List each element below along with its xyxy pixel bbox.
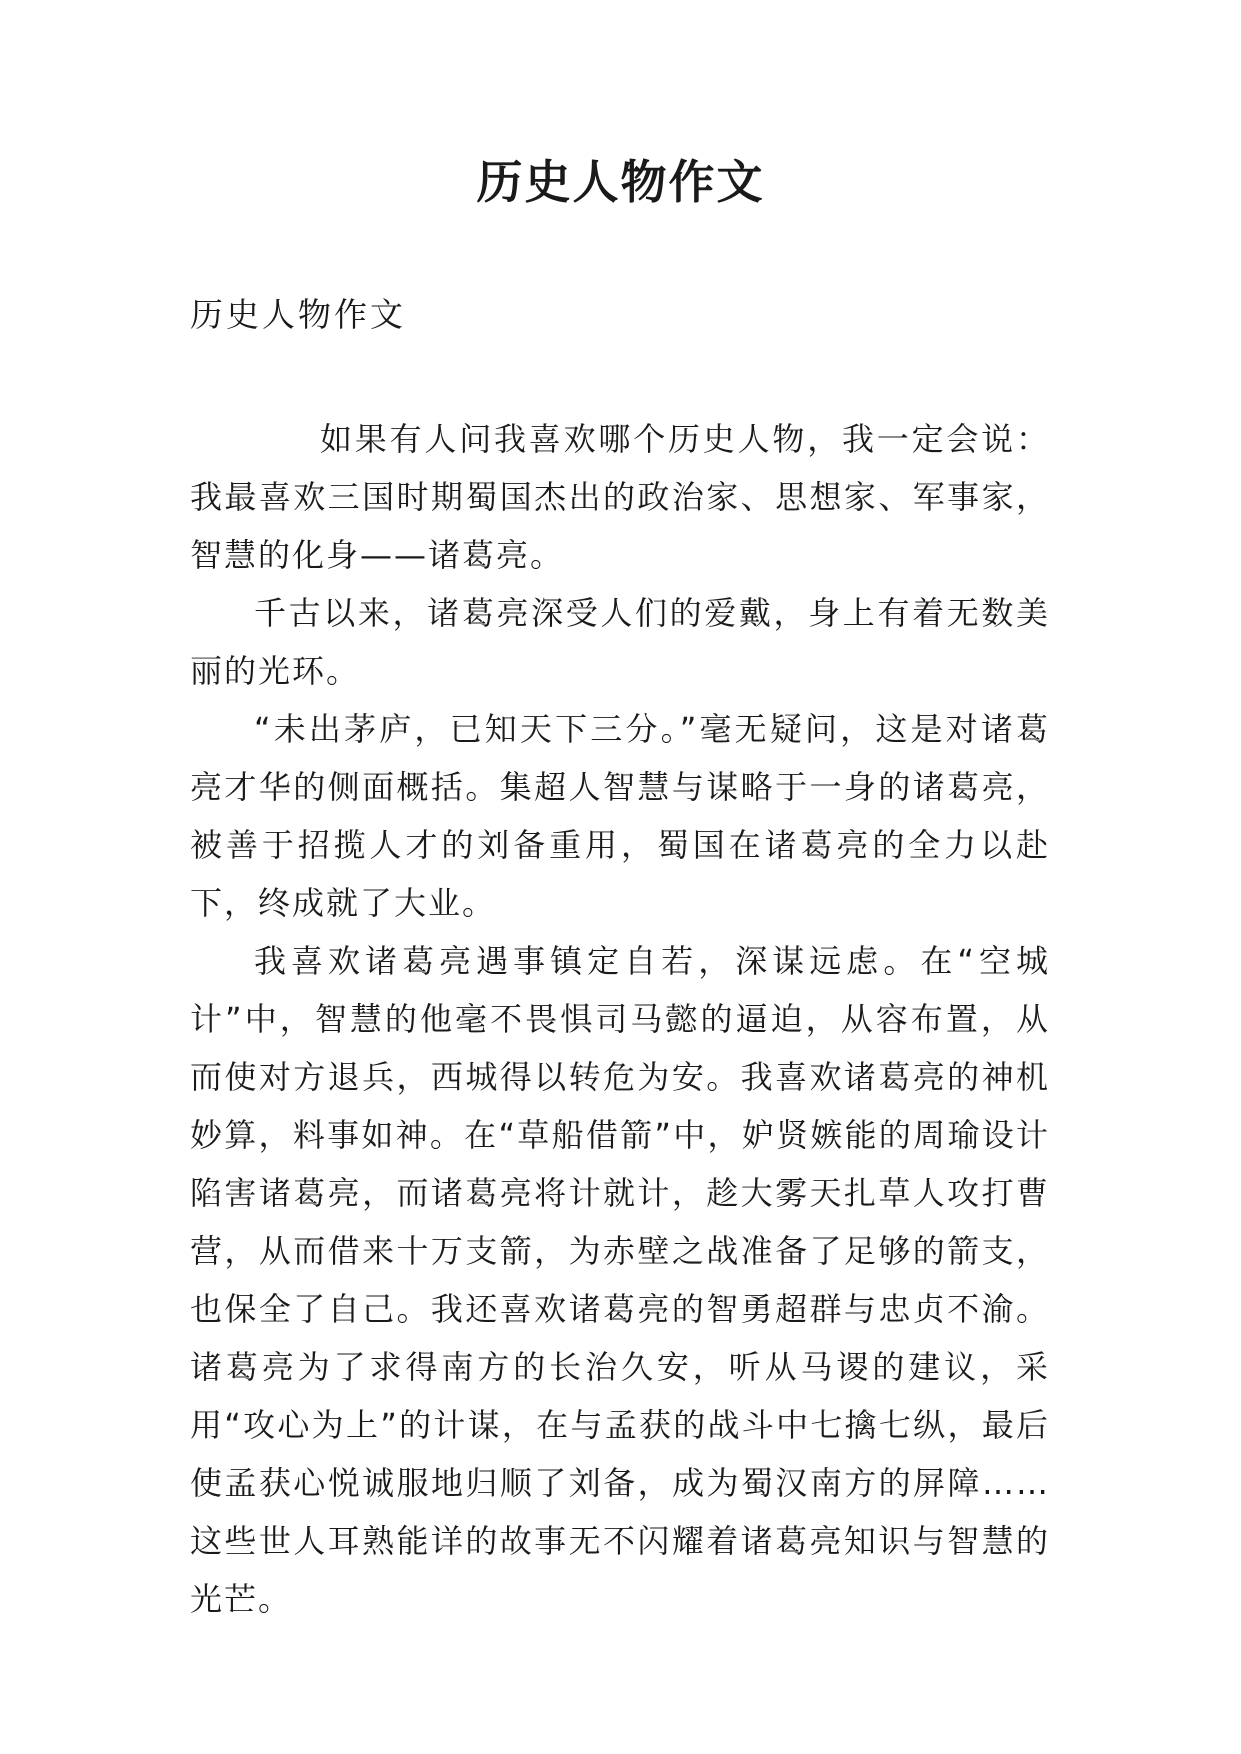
document-title: 历史人物作文 — [476, 155, 765, 209]
paragraph: 千古以来，诸葛亮深受人们的爱戴，身上有着无数美丽的光环。 — [190, 594, 1050, 690]
paragraph: 如果有人问我喜欢哪个历史人物，我一定会说：我最喜欢三国时期蜀国杰出的政治家、思想家、军事家，智慧的化身——诸葛亮。 — [190, 420, 1050, 574]
paragraph: “未出茅庐，已知天下三分。”毫无疑问，这是对诸葛亮才华的侧面概括。集超人智慧与谋略于一身的诸葛亮，被善于招揽人才的刘备重用，蜀国在诸葛亮的全力以赴下，终成就了大业。 — [190, 710, 1050, 922]
paragraph: 我喜欢诸葛亮遇事镇定自若，深谋远虑。在“空城计”中，智慧的他毫不畏惧司马懿的逼迫，从容布置，从而使对方退兵，西城得以转危为安。我喜欢诸葛亮的神机妙算，料事如神。在“草船借箭”中，妒贤嫉能的周瑜设计陷害诸葛亮，而诸葛亮将计就计，趁大雾天扎草人攻打曹营，从而借来十万支箭，为赤壁之战准备了足够的箭支，也保全了自己。我还喜欢诸葛亮的智勇超群与忠贞不渝。诸葛亮为了求得南方的长治久安，听从马谡的建议，采用“攻心为上”的计谋，在与孟获的战斗中七擒七纵，最后使孟获心悦诚服地归顺了刘备，成为蜀汉南方的屏障……这些世人耳熟能详的故事无不闪耀着诸葛亮知识与智慧的光芒。 — [190, 942, 1050, 1618]
document-body — [190, 410, 1050, 1628]
document-subtitle: 历史人物作文 — [190, 295, 406, 334]
